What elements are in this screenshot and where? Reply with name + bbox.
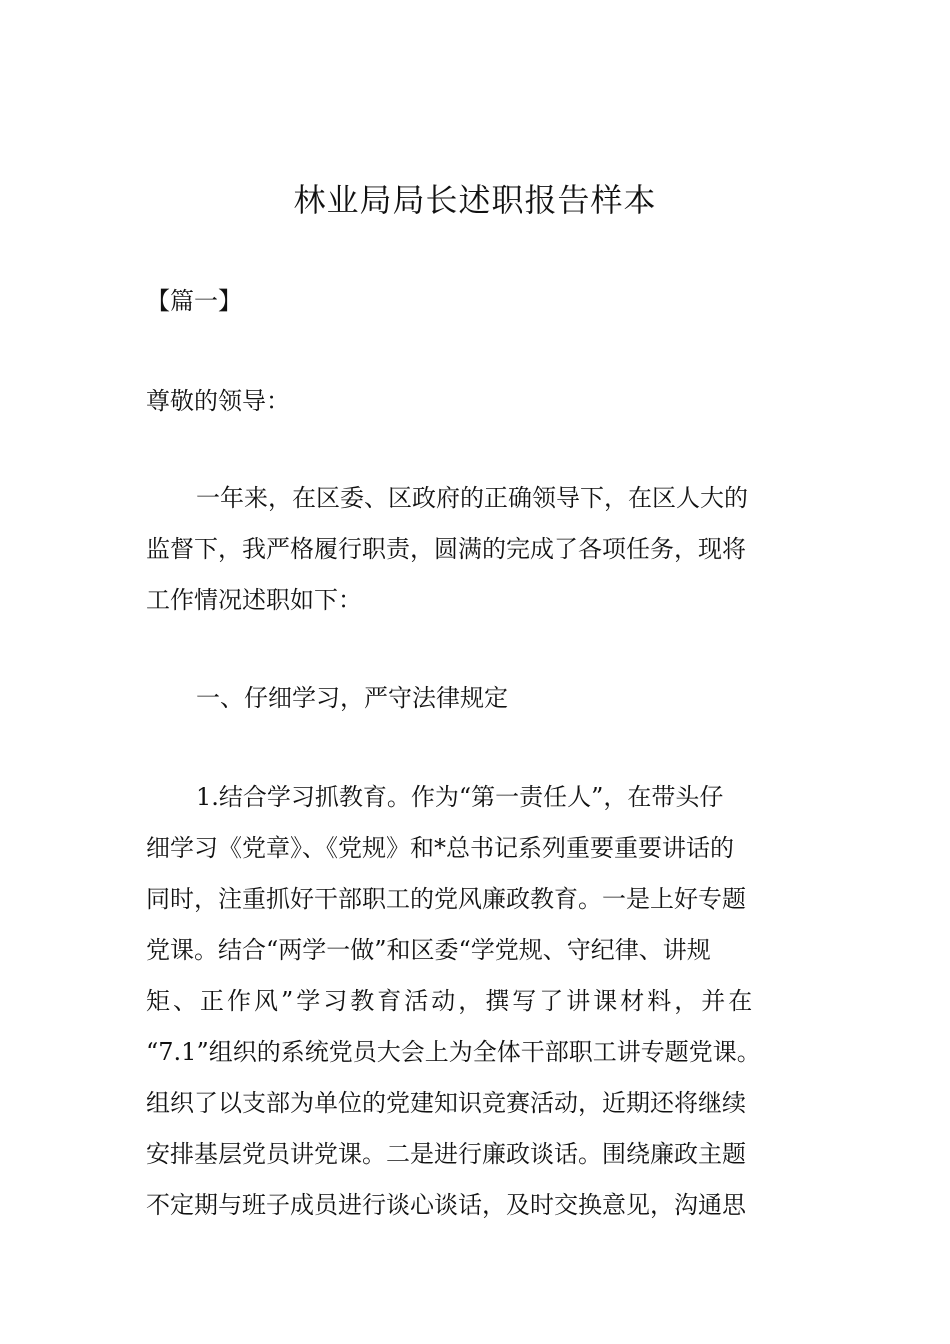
section-label (146, 276, 818, 327)
salutation-text: 尊敬的领导： (146, 387, 290, 415)
paragraph-intro (146, 473, 818, 626)
paragraph-line: 细学习《党章》、《党规》和*总书记系列重要重要讲话的 (146, 834, 734, 862)
document-title: 林业局局长述职报告样本 (293, 181, 657, 219)
paragraph-study (146, 772, 818, 1231)
paragraph-line: 同时，注重抓好干部职工的党风廉政教育。一是上好专题 (146, 885, 746, 913)
paragraph-line: 党课。结合“两学一做”和区委“学党规、守纪律、讲规 (146, 936, 711, 964)
paragraph-line: 一年来，在区委、区政府的正确领导下，在区人大的 (196, 484, 748, 512)
paragraph-line: “7.1”组织的系统党员大会上为全体干部职工讲专题党课。 (146, 1038, 761, 1066)
paragraph-line: 1.结合学习抓教育。作为“第一责任人”，在带头仔 (196, 783, 724, 811)
section-label-text: 【篇一】 (146, 287, 242, 315)
paragraph-line: 工作情况述职如下： (146, 586, 362, 614)
paragraph-line: 不定期与班子成员进行谈心谈话，及时交换意见，沟通思 (146, 1191, 746, 1219)
paragraph-line: 安排基层党员讲党课。二是进行廉政谈话。围绕廉政主题 (146, 1140, 746, 1168)
section-heading (146, 673, 818, 724)
paragraph-line: 监督下，我严格履行职责，圆满的完成了各项任务，现将 (146, 535, 746, 563)
paragraph-line: 矩、正作风”学习教育活动，撰写了讲课材料，并在 (146, 987, 756, 1015)
salutation (146, 376, 818, 427)
section-heading-text: 一、仔细学习，严守法律规定 (196, 684, 508, 712)
paragraph-line: 组织了以支部为单位的党建知识竞赛活动，近期还将继续 (146, 1089, 746, 1117)
